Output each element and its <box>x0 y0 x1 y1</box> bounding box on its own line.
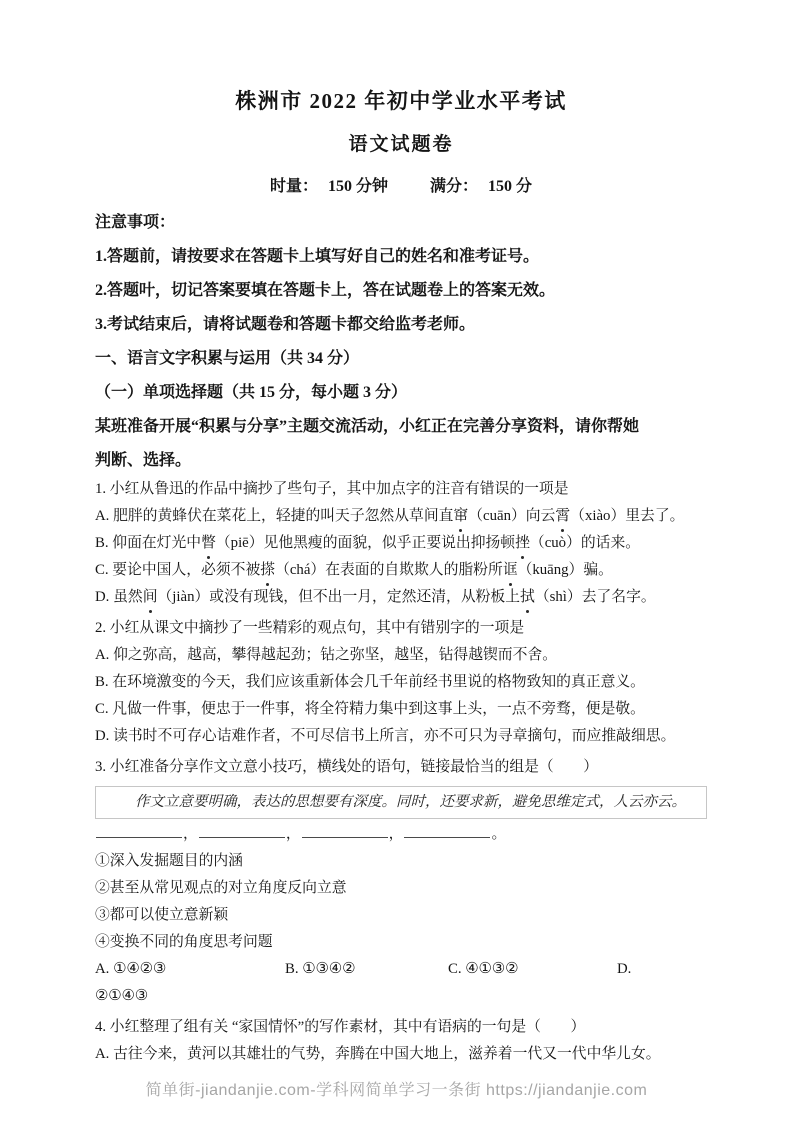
text-segment: C. 要论中国人，必须不被 <box>95 562 261 578</box>
notice-item: 2.答题叶，切记答案要填在答题卡上，答在试题卷上的答案无效。 <box>95 282 556 299</box>
question-2-option: C. 凡做一件事，便忠于一件事，将全符精力集中到这事上头，一点不旁骛，便是敬。 <box>95 701 645 717</box>
question-1-stem: 1. 小红从鲁迅的作品中摘抄了些句子，其中加点字的注音有错误的一项是 <box>95 481 569 497</box>
text-segment: ， <box>388 826 404 842</box>
emphasized-char: 瞥 <box>201 530 216 557</box>
question-3-quote-box: 作文立意要明确，表达的思想要有深度。同时，还要求新，避免思维定式，人云亦云。 <box>95 786 707 819</box>
question-1-option <box>95 557 707 584</box>
question-2-option: D. 读书时不可存心诘难作者，不可尽信书上所言，亦不可只为寻章摘句，而应推敲细思。 <box>95 728 676 744</box>
question-4-stem: 4. 小红整理了组有关 “家国情怀”的写作素材，其中有语病的一句是（ ） <box>95 1019 586 1035</box>
clue-item: ④变换不同的角度思考问题 <box>95 934 273 950</box>
emphasized-char: 间 <box>143 584 158 611</box>
footer-watermark: 简单街-jiandanjie.com-学科网简单学习一条街 https://jiandanjie.com <box>145 1082 648 1099</box>
text-segment: ， <box>285 826 301 842</box>
question-3-clues <box>95 848 707 956</box>
choice-b: B. ①③④② <box>285 961 356 977</box>
question-4-options <box>95 1041 707 1068</box>
intro-line: 某班准备开展“积累与分享”主题交流活动，小红正在完善分享资料，请你帮她 <box>95 418 640 435</box>
emphasized-char: 诓 <box>503 557 518 584</box>
intro-lines <box>95 416 707 472</box>
text-segment: （xiào）里去了。 <box>570 508 685 524</box>
question-3-blanks-line <box>95 821 707 848</box>
choice-d-continuation: ②①④③ <box>95 988 149 1004</box>
text-segment: A. 肥胖的黄蜂伏在菜花上，轻捷的叫天子忽然从草间直 <box>95 508 454 524</box>
emphasized-char: 挫 <box>515 530 530 557</box>
clue-item: ②甚至从常见观点的对立角度反向立意 <box>95 880 347 896</box>
answer-blank <box>302 823 388 838</box>
text-segment: （piē）见他黑瘦的面貌，似乎正要说出抑扬顿 <box>215 535 516 551</box>
question-1-option <box>95 503 707 530</box>
exam-content <box>95 0 707 1068</box>
score-value: 150 分 <box>488 178 533 195</box>
subsection-heading: （一）单项选择题（共 15 分，每小题 3 分） <box>95 384 408 401</box>
text-segment: （chá）在表面的自欺欺人的脂粉所 <box>275 562 503 578</box>
page-title: 株洲市 2022 年初中学业水平考试 <box>235 89 567 113</box>
notice-item: 3.考试结束后，请将试题卷和答题卡都交给监考老师。 <box>95 316 476 333</box>
text-segment: （shì）去了名字。 <box>534 589 656 605</box>
question-1-options <box>95 503 707 611</box>
question-1-option <box>95 530 707 557</box>
question-2-option: A. 仰之弥高，越高，攀得越起劲；钻之弥坚，越坚，钻得越锲而不舍。 <box>95 647 557 663</box>
intro-line: 判断、选择。 <box>95 452 192 469</box>
notice-list <box>95 246 707 336</box>
emphasized-char: 窜 <box>453 503 468 530</box>
question-4-option: A. 古往今来，黄河以其雄壮的气势，奔腾在中国大地上，滋养着一代又一代中华儿女。 <box>95 1046 661 1062</box>
choice-a: A. ①④②③ <box>95 961 167 977</box>
answer-blank <box>96 823 182 838</box>
choice-c: C. ④①③② <box>448 961 519 977</box>
emphasized-char: 搽 <box>260 557 275 584</box>
text-segment: B. 仰面在灯光中 <box>95 535 202 551</box>
clue-item: ③都可以使立意新颖 <box>95 907 229 923</box>
answer-blank <box>199 823 285 838</box>
text-segment: D. 虽然 <box>95 589 143 605</box>
text-segment: ， <box>183 826 198 842</box>
question-1-option <box>95 584 707 611</box>
score-label: 满分： <box>430 178 479 195</box>
question-2-options <box>95 642 707 750</box>
text-segment: 。 <box>491 826 507 842</box>
emphasized-char: 拭 <box>520 584 535 611</box>
notice-heading: 注意事项： <box>95 214 176 231</box>
text-segment: （cuò）的话来。 <box>529 535 641 551</box>
question-2-stem: 2. 小红从课文中摘抄了一些精彩的观点句，其中有错别字的一项是 <box>95 620 525 636</box>
exam-meta-line <box>95 176 707 198</box>
text-segment: （jiàn）或没有现钱，但不出一月，定然还清，从粉板上 <box>157 589 521 605</box>
notice-item: 1.答题前，请按要求在答题卡上填写好自己的姓名和准考证号。 <box>95 248 540 265</box>
choice-d: D. <box>617 961 632 977</box>
question-3-choices-row <box>95 956 707 983</box>
page-subtitle: 语文试题卷 <box>348 134 454 155</box>
clue-item: ①深入发掘题目的内涵 <box>95 853 243 869</box>
text-segment: （kuāng）骗。 <box>517 562 613 578</box>
duration-value: 150 分钟 <box>327 178 388 195</box>
answer-blank <box>404 823 490 838</box>
section-heading: 一、语言文字积累与运用（共 34 分） <box>95 350 360 367</box>
text-segment: （cuān）向云 <box>468 508 556 524</box>
duration-label: 时量： <box>269 178 318 195</box>
question-2-option: B. 在环境激变的今天，我们应该重新体会几千年前经书里说的格物致知的真正意义。 <box>95 674 645 690</box>
emphasized-char: 霄 <box>555 503 570 530</box>
question-3-stem: 3. 小红准备分享作文立意小技巧，横线处的语句，链接最恰当的组是（ ） <box>95 759 599 775</box>
